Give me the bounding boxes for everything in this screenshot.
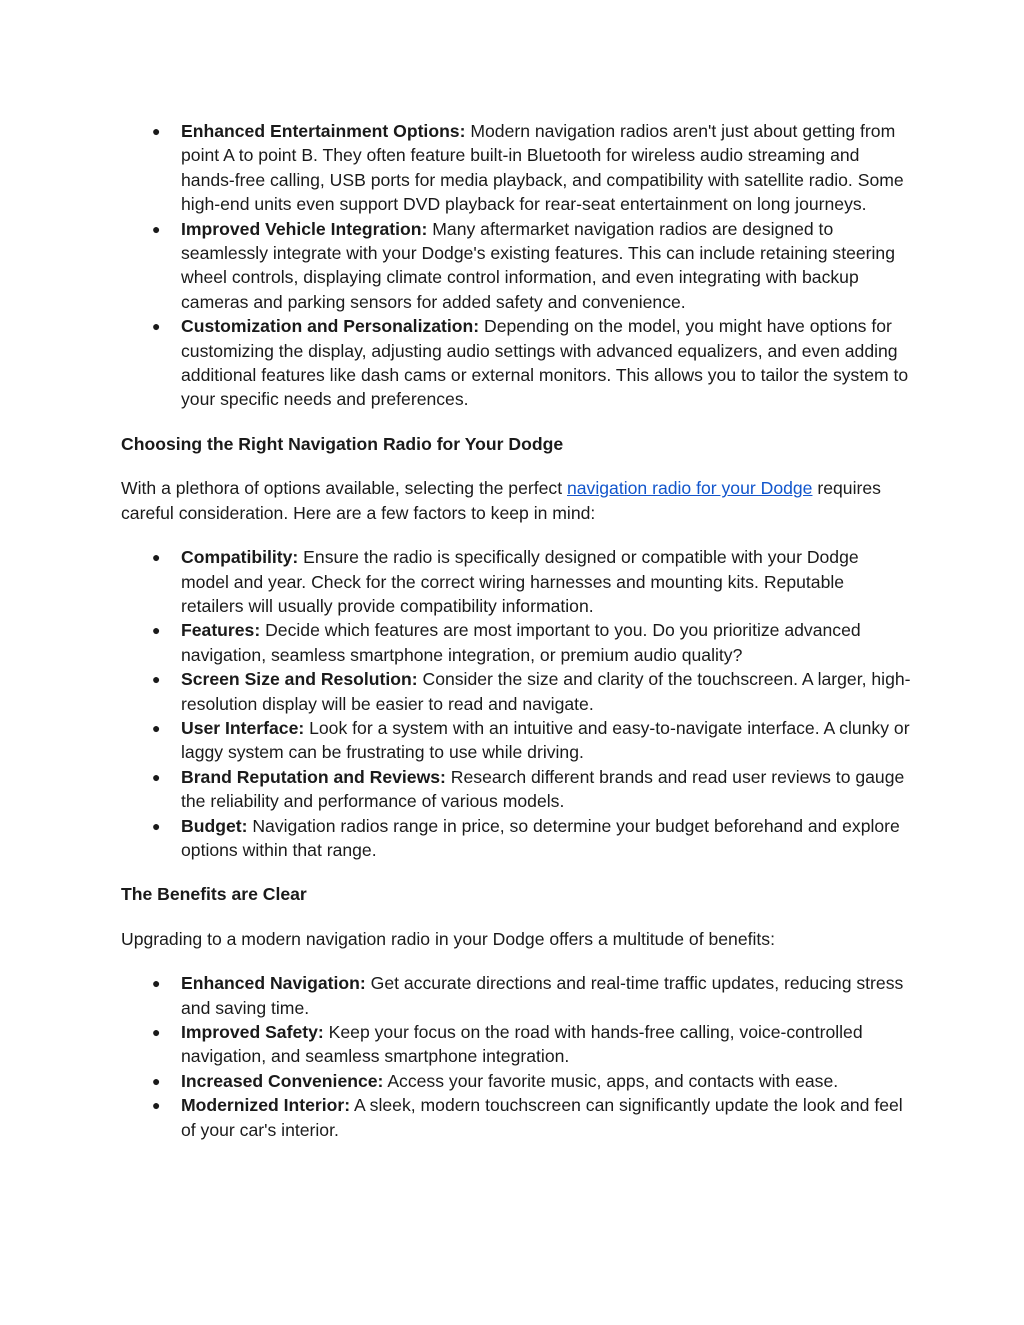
bullet-icon: ● <box>152 220 161 237</box>
list-item-term: Features: <box>181 620 261 641</box>
spacer <box>121 862 911 882</box>
list-item-term: Modernized Interior: <box>181 1095 351 1116</box>
list-item <box>121 716 911 765</box>
list-item-term: Budget: <box>181 815 248 836</box>
list-item-term: Increased Convenience: <box>181 1070 384 1091</box>
list-item-term: User Interface: <box>181 717 305 738</box>
intro-text-before: With a plethora of options available, selecting the perfect <box>121 478 567 499</box>
list-item-term: Compatibility: <box>181 547 299 568</box>
section-heading-choosing: Choosing the Right Navigation Radio for Your Dodge <box>121 433 564 454</box>
bullet-icon: ● <box>152 975 161 992</box>
navigation-radio-link[interactable]: navigation radio for your Dodge <box>566 478 813 499</box>
list-item-text: A sleek, modern touchscreen can significantly update the look and feel of your car's interior. <box>181 1095 903 1140</box>
list-item-term: Customization and Personalization: <box>181 316 480 337</box>
list-item-text: Modern navigation radios aren't just about getting from point A to point B. They often feature built-in Bluetooth for wireless audio streaming and hands-free calling, USB ports for media playback, and compatibility with satellite radio. Some high-end units even support DVD playback for rear-seat entertainment on long journeys. <box>181 121 904 215</box>
list-item <box>121 1020 911 1069</box>
bullet-icon: ● <box>152 719 161 736</box>
bullet-icon: ● <box>152 1072 161 1089</box>
spacer <box>121 412 911 432</box>
bullet-icon: ● <box>152 1024 161 1040</box>
selection-factors-list <box>121 545 911 862</box>
list-item <box>121 314 911 412</box>
list-item <box>121 618 911 667</box>
intro-text-after: requires careful consideration. Here are a few factors to keep in mind: <box>121 478 881 523</box>
list-item-text: Decide which features are most important to you. Do you prioritize advanced navigation, seamless smartphone integration, or premium audio quality? <box>181 620 861 665</box>
spacer <box>121 525 911 545</box>
list-item-term: Enhanced Entertainment Options: <box>181 121 466 141</box>
list-item-text: Access your favorite music, apps, and contacts with ease. <box>383 1070 839 1091</box>
list-item <box>121 119 911 217</box>
choosing-intro-paragraph <box>121 476 911 525</box>
list-item-text: Navigation radios range in price, so determine your budget beforehand and explore options within that range. <box>181 815 900 860</box>
bullet-icon: ● <box>152 318 161 335</box>
list-item-text: Ensure the radio is specifically designed or compatible with your Dodge model and year. Check for the correct wiring harnesses and mounting kits. Reputable retailers will usually provide compatibility information. <box>181 547 859 616</box>
list-item-term: Improved Safety: <box>181 1022 324 1042</box>
list-item <box>121 765 911 814</box>
list-item <box>121 1093 911 1142</box>
list-item-text: Depending on the model, you might have options for customizing the display, adjusting audio settings with advanced equalizers, and even adding additional features like dash cams or external monitors. This allows you to tailor the system to your specific needs and preferences. <box>181 316 909 410</box>
list-item <box>121 814 911 863</box>
list-item <box>121 545 911 618</box>
list-item-text: Research different brands and read user reviews to gauge the reliability and performance of various models. <box>181 766 905 812</box>
list-item-term: Brand Reputation and Reviews: <box>181 766 446 787</box>
section-heading-benefits: The Benefits are Clear <box>121 884 307 905</box>
bullet-icon: ● <box>152 817 161 834</box>
bullet-icon: ● <box>152 549 161 566</box>
list-item <box>121 1069 911 1093</box>
list-item-text: Many aftermarket navigation radios are designed to seamlessly integrate with your Dodge's existing features. This can include retaining steering wheel controls, displaying climate control information, and even integrating with backup cameras and parking sensors for added safety and convenience. <box>181 218 895 312</box>
entertainment-benefits-list <box>121 119 911 412</box>
list-item <box>121 217 911 315</box>
document-page <box>121 119 911 1142</box>
list-item-term: Enhanced Navigation: <box>181 973 366 994</box>
list-item-text: Get accurate directions and real-time traffic updates, reducing stress and saving time. <box>181 973 904 1018</box>
spacer <box>121 907 911 927</box>
clear-benefits-list <box>121 971 911 1142</box>
spacer <box>121 951 911 971</box>
bullet-icon: ● <box>152 671 161 688</box>
list-item-term: Screen Size and Resolution: <box>181 669 418 690</box>
spacer <box>121 456 911 476</box>
list-item-text: Look for a system with an intuitive and easy-to-navigate interface. A clunky or laggy system can be frustrating to use while driving. <box>181 717 910 763</box>
bullet-icon: ● <box>152 123 161 139</box>
bullet-icon: ● <box>152 622 161 639</box>
benefits-intro-paragraph: Upgrading to a modern navigation radio in your Dodge offers a multitude of benefits: <box>121 928 775 949</box>
list-item-term: Improved Vehicle Integration: <box>181 218 428 239</box>
bullet-icon: ● <box>152 768 161 785</box>
bullet-icon: ● <box>152 1097 161 1114</box>
list-item-text: Consider the size and clarity of the touchscreen. A larger, high-resolution display will be easier to read and navigate. <box>181 669 911 714</box>
list-item <box>121 971 911 1020</box>
list-item-text: Keep your focus on the road with hands-free calling, voice-controlled navigation, and seamless smartphone integration. <box>181 1022 863 1067</box>
list-item <box>121 667 911 716</box>
